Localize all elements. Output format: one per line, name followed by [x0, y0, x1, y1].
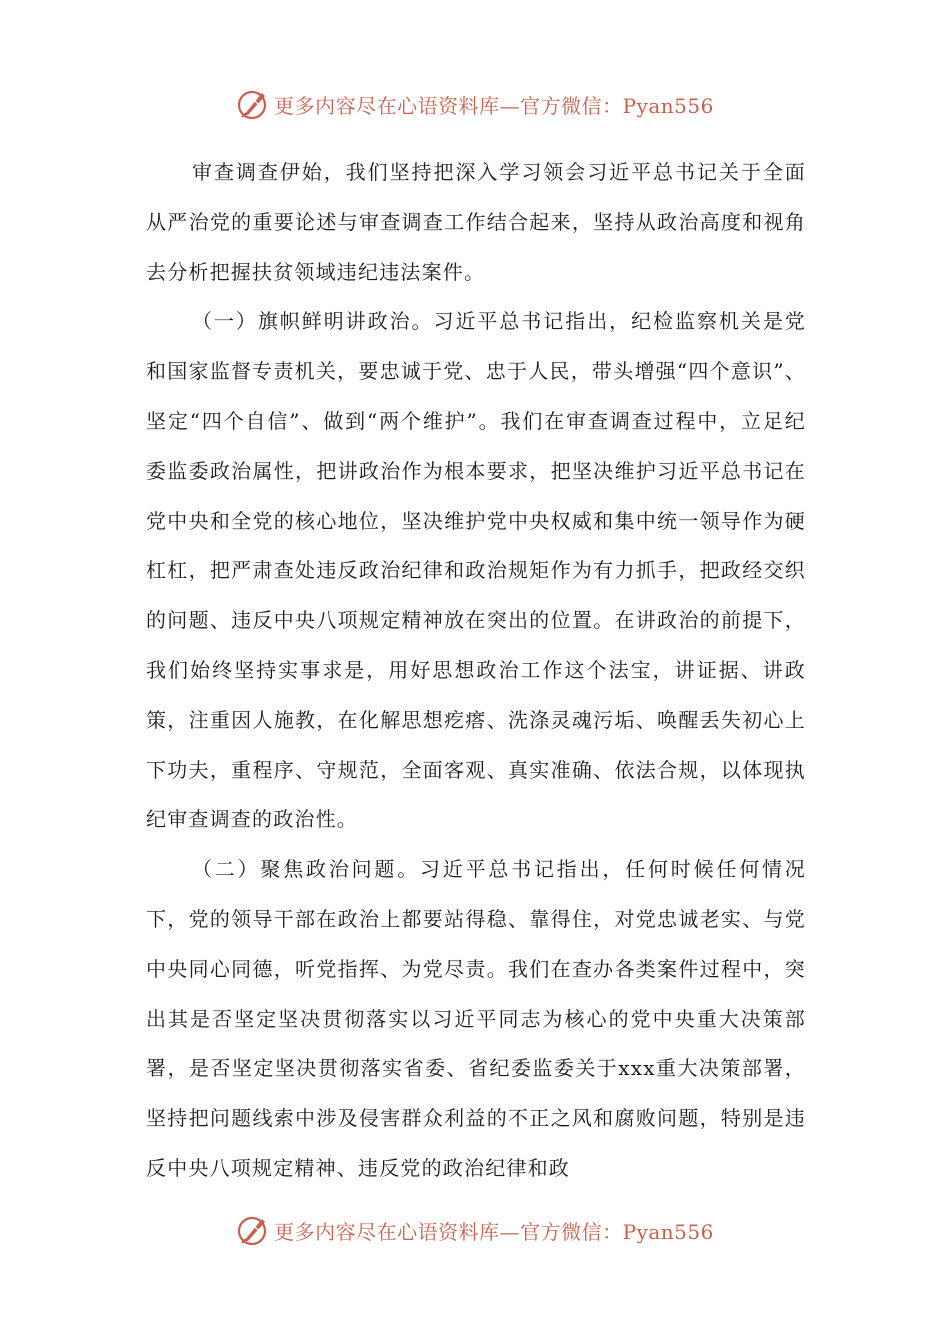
- watermark-text: 更多内容尽在心语资料库—官方微信：Pyan556: [274, 93, 714, 118]
- document-body: [146, 148, 806, 1194]
- watermark-banner-bottom: [0, 1210, 950, 1250]
- feather-pen-logo-icon: [236, 87, 270, 121]
- paragraph-section-2: （二）聚焦政治问题。习近平总书记指出，任何时候任何情况下，党的领导干部在政治上都要站得稳、靠得住，对党忠诚老实、与党中央同心同德，听党指挥、为党尽责。我们在查办各类案件过程中，突出其是否坚定坚决贯彻落实以习近平同志为核心的党中央重大决策部署，是否坚定坚决贯彻落实省委、省纪委监委关于xxx重大决策部署，坚持把问题线索中涉及侵害群众利益的不正之风和腐败问题，特别是违反中央八项规定精神、违反党的政治纪律和政: [146, 857, 806, 1180]
- watermark-text: 更多内容尽在心语资料库—官方微信：Pyan556: [274, 1219, 714, 1244]
- paragraph-intro: 审查调查伊始，我们坚持把深入学习领会习近平总书记关于全面从严治党的重要论述与审查调查工作结合起来，坚持从政治高度和视角去分析把握扶贫领域违纪违法案件。: [146, 160, 806, 284]
- paragraph-section-1: （一）旗帜鲜明讲政治。习近平总书记指出，纪检监察机关是党和国家监督专责机关，要忠诚于党、忠于人民，带头增强“四个意识”、坚定“四个自信”、做到“两个维护”。我们在审查调查过程中，立足纪委监委政治属性，把讲政治作为根本要求，把坚决维护习近平总书记在党中央和全党的核心地位，坚决维护党中央权威和集中统一领导作为硬杠杠，把严肃查处违反政治纪律和政治规矩作为有力抓手，把政经交织的问题、违反中央八项规定精神放在突出的位置。在讲政治的前提下，我们始终坚持实事求是，用好思想政治工作这个法宝，讲证据、讲政策，注重因人施教，在化解思想疙瘩、洗涤灵魂污垢、唤醒丢失初心上下功夫，重程序、守规范，全面客观、真实准确、依法合规，以体现执纪审查调查的政治性。: [146, 309, 806, 832]
- watermark-banner-top: [0, 84, 950, 124]
- feather-pen-logo-icon: [236, 1213, 270, 1247]
